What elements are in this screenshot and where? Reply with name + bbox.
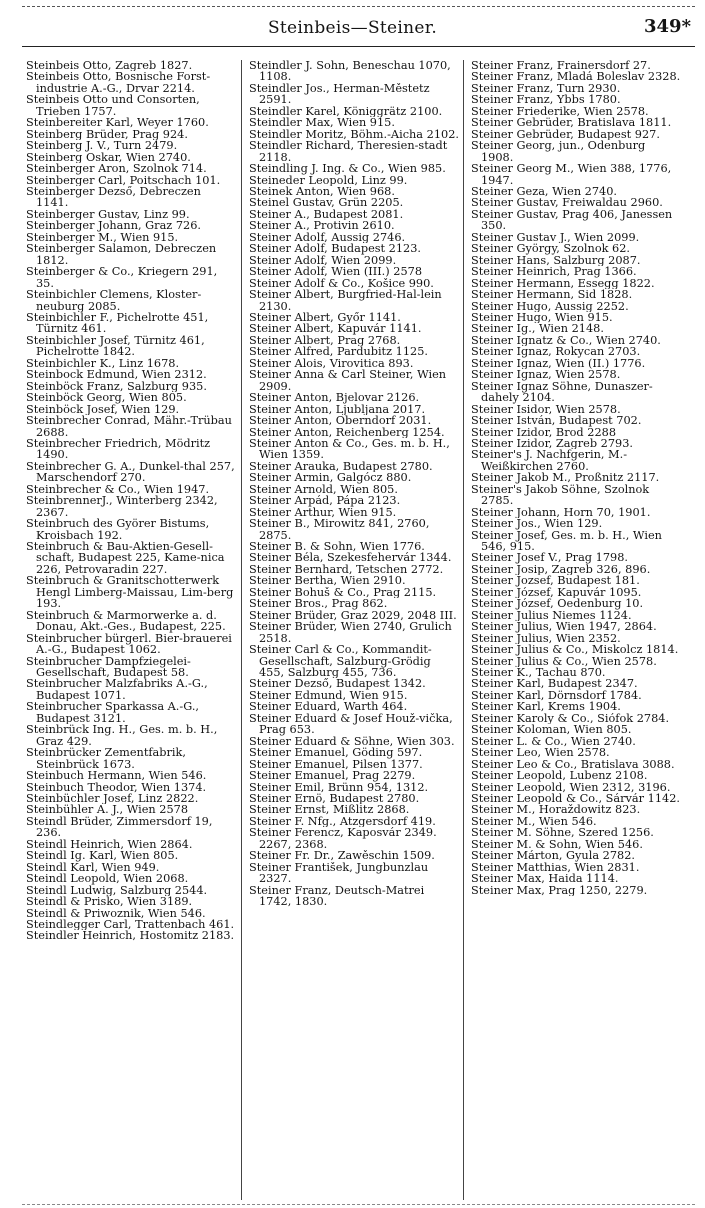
directory-entry: Steinberg Brüder, Prag 924. [26, 128, 188, 141]
directory-entry: Steiner M., Wien 546. [471, 815, 597, 828]
page-header [0, 0, 705, 50]
directory-entry: Steiner Jos., Wien 129. [471, 518, 603, 530]
directory-entry: Steinel Gustav, Grün 2205. [249, 197, 404, 209]
directory-entry: Steiner Béla, Szekesfehervár 1344. [249, 552, 452, 564]
directory-entry: Steinberg J. V., Turn 2479. [26, 140, 178, 152]
directory-entry: Steiner Karl, Dörnsdorf 1784. [471, 689, 642, 702]
directory-entry: Steinbereiter Karl, Weyer 1760. [26, 117, 209, 129]
directory-entry: Steinbruch & Granitschotterwerk Hengl Limberg-Maissau, Lim-berg 193. [26, 575, 234, 610]
directory-entry: Steiner Albert, Kapuvár 1141. [249, 323, 422, 335]
directory-entry: Steindl Karl, Wien 949. [26, 861, 160, 874]
directory-entry: Steinberger & Co., Kriegern 291, 35. [26, 266, 218, 290]
directory-entry: Steiner Josef V., Prag 1798. [471, 552, 628, 564]
directory-entry: Steinberger Salamon, Debreczen 1812. [26, 243, 217, 267]
directory-entry: Steinböck Georg, Wien 805. [26, 392, 187, 404]
directory-entry: Steindl Brüder, Zimmersdorf 19, 236. [26, 815, 213, 839]
directory-entry: Steinbichler Clemens, Kloster-neuburg 2085. [26, 289, 202, 312]
directory-entry: Steiner Franz, Mladá Boleslav 2328. [471, 71, 681, 83]
directory-entry: Steiner Izidor, Brod 2288 [471, 426, 617, 438]
directory-entry: Steiner Albert, Győr 1141. [249, 311, 401, 324]
directory-entry: Steinberger M., Wien 915. [26, 231, 179, 244]
directory-entry: Steiner Franz, Frainersdorf 27. [471, 60, 651, 72]
directory-entry: Steiner Adolf, Aussig 2746. [249, 231, 406, 244]
bottom-dashed-rule [22, 1204, 695, 1205]
directory-entry: Steiner Josip, Zagreb 326, 896. [471, 563, 651, 576]
directory-entry: Steinbeis Otto und Consorten, Trieben 1757. [26, 94, 200, 118]
directory-entry: Steiner F. Nfg., Atzgersdorf 419. [249, 815, 436, 828]
directory-entry: Steiner Karl, Budapest 2347. [471, 678, 638, 690]
directory-entry: Steiner Julius & Co., Wien 2578. [471, 655, 657, 668]
directory-entry: Steiner B., Mirowitz 841, 2760, 2875. [249, 518, 430, 542]
directory-entry: Steiner Bertha, Wien 2910. [249, 575, 406, 587]
directory-entry: Steinek Anton, Wien 968. [249, 185, 395, 198]
directory-column-3 [471, 60, 681, 896]
directory-entry: Steiner Koloman, Wien 805. [471, 724, 632, 736]
directory-entry: Steiner A., Protivin 2610. [249, 220, 395, 232]
directory-entry: Steiner Jakob M., Proßnitz 2117. [471, 472, 660, 484]
directory-entry: Steiner Hugo, Wien 915. [471, 311, 613, 324]
directory-entry: Steiner Emanuel, Göding 597. [249, 747, 423, 759]
directory-entry: Steiner Albert, Prag 2768. [249, 334, 401, 347]
directory-entry: Steiner Ignatz & Co., Wien 2740. [471, 334, 661, 347]
directory-entry: Steiner Johann, Horn 70, 1901. [471, 506, 651, 519]
directory-entry: Steiner Armin, Galgócz 880. [249, 472, 412, 484]
directory-entry: Steiner Friederike, Wien 2578. [471, 105, 649, 118]
header-rule [22, 46, 695, 47]
directory-entry: Steindl & Prisko, Wien 3189. [26, 896, 193, 908]
directory-entry: Steiner Ignaz, Wien (II.) 1776. [471, 357, 646, 370]
directory-entry: Steiner József, Kapuvár 1095. [471, 586, 642, 599]
directory-entry: Steiner A., Budapest 2081. [249, 208, 404, 221]
directory-entry: Steinbrucher Malzfabriks A.-G., Budapest 1071. [26, 678, 208, 702]
directory-entry: Steiner Heinrich, Prag 1366. [471, 266, 637, 278]
directory-column-2 [249, 60, 459, 908]
directory-entry: Steinbrucher Dampfziegelei-Gesellschaft, Budapest 58. [26, 655, 191, 679]
directory-entry: Steiner Emanuel, Prag 2279. [249, 770, 416, 782]
directory-entry: Steiner M. & Sohn, Wien 546. [471, 838, 643, 851]
directory-entry: Steiner Anna & Carl Steiner, Wien 2909. [249, 369, 447, 393]
directory-entry: Steinbruch & Marmorwerke a. d. Donau, Akt.-Ges., Budapest, 225. [26, 609, 226, 633]
directory-entry: Steinbichler F., Pichelrotte 451, Türnitz 461. [26, 311, 209, 335]
directory-entry: Steiner Albert, Burgfried-Hal-lein 2130. [249, 289, 442, 312]
directory-entry: Steiner Franz, Ybbs 1780. [471, 94, 621, 106]
directory-entry: Steinbrecher G. A., Dunkel-thal 257, Marschendorf 270. [26, 460, 235, 484]
directory-entry: Steindl Ig. Karl, Wien 805. [26, 850, 179, 862]
directory-entry: Steiner Izidor, Zagreb 2793. [471, 437, 633, 450]
directory-entry: Steiner Ignaz, Rokycan 2703. [471, 346, 641, 358]
directory-entry: Steiner Brüder, Graz 2029, 2048 III. [249, 609, 457, 622]
directory-entry: Steindler Richard, Theresien-stadt 2118. [249, 140, 448, 164]
directory-entry: Steiner Hermann, Šid 1828. [471, 289, 633, 301]
directory-entry: Steiner Márton, Gyula 2782. [471, 850, 635, 862]
directory-entry: Steiner Emanuel, Pilsen 1377. [249, 758, 423, 771]
directory-entry: Steiner Karl, Krems 1904. [471, 701, 621, 713]
directory-entry: Steiner Max, Haida 1114. [471, 873, 619, 885]
directory-entry: Steiner Gustav, Prag 406, Janessen 350. [471, 208, 673, 232]
directory-entry: Steindler Karel, Königgrätz 2100. [249, 105, 443, 118]
directory-entry: Steiner Ignaz, Wien 2578. [471, 369, 621, 381]
directory-entry: Steiner Edmund, Wien 915. [249, 689, 408, 702]
directory-entry: Steiner Adolf, Wien 2099. [249, 254, 397, 267]
directory-entry: Steiner Bros., Prag 862. [249, 598, 388, 610]
directory-entry: Steinberger Carl, Poitschach 101. [26, 174, 221, 186]
directory-entry: Steinbuch Hermann, Wien 546. [26, 770, 207, 782]
directory-entry: Steiner M., Horaždowitz 823. [471, 804, 641, 816]
directory-entry: Steiner Alfred, Pardubitz 1125. [249, 346, 428, 358]
directory-entry: Steiner Matthias, Wien 2831. [471, 861, 640, 874]
directory-entry: Steindler Moritz, Böhm.-Aicha 2102. [249, 128, 459, 141]
directory-entry: Steiner B. & Sohn, Wien 1776. [249, 541, 425, 553]
directory-entry: Steinberger Aron, Szolnok 714. [26, 163, 207, 175]
directory-entry: Steinbruch des Györer Bistums, Kroisbach 192. [26, 518, 210, 542]
directory-entry: Steinböck Josef, Wien 129. [26, 403, 180, 416]
directory-entry: Steinbrück Ing. H., Ges. m. b. H., Graz 429. [26, 724, 218, 748]
directory-entry: Steiner Hugo, Aussig 2252. [471, 300, 629, 312]
directory-entry: Steiner K., Tachau 870. [471, 667, 606, 679]
directory-entry: Steiner Anton & Co., Ges. m. b. H., Wien 1359. [249, 437, 450, 461]
directory-entry: Steiner Julius, Wien 2352. [471, 632, 621, 645]
directory-entry: Steiner Emil, Brünn 954, 1312. [249, 781, 429, 793]
directory-entry: Steiner Bernhard, Tetschen 2772. [249, 563, 444, 576]
directory-entry: Steiner Gustav J., Wien 2099. [471, 231, 640, 244]
directory-entry: Steiner Ernö, Budapest 2780. [249, 793, 420, 805]
directory-entry: Steindl Ludwig, Salzburg 2544. [26, 884, 208, 897]
directory-entry: Steiner L. & Co., Wien 2740. [471, 735, 636, 748]
directory-entry: Steindler Jos., Herman-Městetz 2591. [249, 82, 430, 106]
directory-entry: Steinbruch & Bau-Aktien-Gesell-schaft, Budapest 225, Kame-nica 226, Petrovaradin 227. [26, 541, 225, 576]
directory-entry: Steinböck Franz, Salzburg 935. [26, 380, 207, 393]
directory-entry: Steiner Julius & Co., Miskolcz 1814. [471, 644, 679, 656]
directory-entry: Steiner Gustav, Freiwaldau 2960. [471, 197, 663, 209]
directory-entry: Steiner György, Szolnok 62. [471, 243, 631, 255]
directory-entry: Steiner Brüder, Wien 2740, Grulich 2518. [249, 621, 452, 645]
column-divider [241, 60, 242, 1200]
directory-entry: Steinbeis Otto, Zagreb 1827. [26, 60, 193, 72]
directory-entry: Steindl & Priwoznik, Wien 546. [26, 907, 206, 919]
directory-entry: Steiner Georg, jun., Ödenburg 1908. [471, 140, 646, 164]
directory-entry: Steinbrucher bürgerl. Bier-brauerei A.-G., Budapest 1062. [26, 632, 232, 656]
directory-entry: Steiner Ignaz Söhne, Dunaszer-dahely 2104. [471, 380, 653, 404]
column-divider [463, 60, 464, 1200]
directory-entry: Steiner Max, Prag 1250, 2279. [471, 884, 648, 897]
top-dashed-rule [22, 6, 695, 7]
directory-entry: Steineder Leopold, Linz 99. [249, 174, 408, 186]
directory-entry: Steiner István, Budapest 702. [471, 415, 642, 427]
directory-entry: Steiner's J. Nachfgerin, M.-Weißkirchen 2760. [471, 449, 628, 473]
directory-entry: Steiner Franz, Turn 2930. [471, 82, 621, 95]
directory-entry: Steiner Ig., Wien 2148. [471, 323, 604, 335]
directory-entry: Steiner Georg M., Wien 388, 1776, 1947. [471, 163, 672, 186]
directory-entry: Steiner Gebrüder, Budapest 927. [471, 128, 660, 141]
directory-entry: Steiner Julius, Wien 1947, 2864. [471, 621, 657, 633]
directory-entry: Steiner Leo, Wien 2578. [471, 747, 610, 759]
directory-entry: Steindler Heinrich, Hostomitz 2183. [26, 930, 235, 942]
directory-entry: Steiner Gebrüder, Bratislava 1811. [471, 117, 672, 129]
directory-entry: Steinberger Johann, Graz 726. [26, 220, 202, 232]
directory-entry: Steiner Geza, Wien 2740. [471, 185, 618, 198]
directory-entry: Steiner Ferencz, Kaposvár 2349. 2267, 2368. [249, 827, 437, 851]
directory-entry: Steindl Leopold, Wien 2068. [26, 873, 189, 885]
directory-entry: Steinbrecher & Co., Wien 1947. [26, 483, 210, 496]
directory-entry: Steiner Anton, Reichenberg 1254. [249, 426, 445, 438]
directory-entry: Steiner Alois, Virovitica 893. [249, 357, 414, 370]
directory-entry: Steiner Adolf, Wien (III.) 2578 [249, 266, 423, 278]
directory-entry: Steinbeis Otto, Bosnische Forst-industrie A.-G., Drvar 2214. [26, 71, 211, 95]
directory-entry: Steiner Eduard & Josef Houž-vička, Prag 653. [249, 712, 453, 736]
directory-entry: Steiner Arnold, Wien 805. [249, 483, 398, 496]
directory-entry: Steiner František, Jungbunzlau 2327. [249, 861, 429, 885]
directory-entry: Steiner Carl & Co., Kommandit-Gesellschaft, Salzburg-Grödig 455, Salzburg 455, 736. [249, 644, 432, 679]
directory-entry: Steinbock Edmund, Wien 2312. [26, 369, 207, 381]
directory-entry: Steinberger Dezső, Debreczen 1141. [26, 185, 201, 209]
directory-entry: SteinbrennerJ., Winterberg 2342, 2367. [26, 495, 218, 519]
directory-entry: Steinberger Gustav, Linz 99. [26, 208, 190, 221]
directory-entry: Steindl Heinrich, Wien 2864. [26, 838, 193, 851]
directory-entry: Steiner Hermann, Essegg 1822. [471, 277, 655, 290]
directory-entry: Steiner Adolf, Budapest 2123. [249, 243, 422, 255]
directory-entry: Steiner Isidor, Wien 2578. [471, 403, 621, 416]
directory-entry: Steinbuch Theodor, Wien 1374. [26, 781, 207, 793]
directory-entry: Steindling J. Ing. & Co., Wien 985. [249, 163, 446, 175]
directory-entry: Steiner Arthur, Wien 915. [249, 506, 397, 519]
directory-entry: Steindler Max, Wien 915. [249, 117, 395, 129]
directory-entry: Steiner Karoly & Co., Siófok 2784. [471, 712, 670, 725]
directory-entry: Steiner József, Oedenburg 10. [471, 598, 644, 610]
directory-entry: Steiner Fr. Dr., Zawěschin 1509. [249, 850, 435, 862]
directory-entry: Steinberg Oskar, Wien 2740. [26, 151, 191, 164]
directory-entry: Steiner Adolf & Co., Košice 990. [249, 277, 434, 290]
directory-entry: Steinbüchler Josef, Linz 2822. [26, 793, 199, 805]
directory-entry: Steiner Eduard & Söhne, Wien 303. [249, 735, 455, 748]
directory-entry: Steiner Anton, Bjelovar 2126. [249, 392, 420, 404]
directory-entry: Steiner Franz, Deutsch-Matrei 1742, 1830. [249, 884, 425, 908]
directory-entry: Steinbrucher Sparkassa A.-G., Budapest 3121. [26, 701, 200, 725]
directory-entry: Steinbichler K., Linz 1678. [26, 357, 180, 370]
directory-entry: Steiner Leopold & Co., Sárvár 1142. [471, 793, 680, 805]
directory-entry: Steiner Leo & Co., Bratislava 3088. [471, 758, 675, 771]
running-title: Steinbeis—Steiner. [267, 18, 438, 38]
directory-entry: Steiner Anton, Oberndorf 2031. [249, 415, 432, 427]
directory-entry: Steiner Ernst, Mißlitz 2868. [249, 804, 410, 816]
directory-column-1 [26, 60, 236, 942]
directory-entry: Steiner Dezső, Budapest 1342. [249, 678, 426, 690]
directory-entry: Steiner Bohuš & Co., Prag 2115. [249, 586, 437, 599]
directory-entry: Steinbrecher Conrad, Mähr.-Trübau 2688. [26, 415, 232, 438]
directory-entry: Steinbichler Josef, Türnitz 461, Pichelrotte 1842. [26, 334, 205, 358]
page-number: 349* [644, 16, 691, 37]
directory-entry: Steinbrecher Friedrich, Mödritz 1490. [26, 437, 211, 461]
directory-entry: Steiner Hans, Salzburg 2087. [471, 254, 641, 267]
directory-entry: Steiner Leopold, Lubenz 2108. [471, 770, 648, 782]
directory-entry: Steiner Eduard, Warth 464. [249, 701, 408, 713]
directory-entry: Steindler J. Sohn, Beneschau 1070, 1108. [249, 60, 451, 83]
directory-entry: Steiner Julius Niemes 1124. [471, 609, 632, 622]
directory-entry: Steinbühler A. J., Wien 2578 [26, 804, 189, 816]
directory-entry: Steiner Anton, Ljubljana 2017. [249, 403, 426, 416]
directory-entry: Steindlegger Carl, Trattenbach 461. [26, 918, 235, 931]
directory-entry: Steiner M. Söhne, Szered 1256. [471, 827, 654, 839]
directory-entry: Steinbrücker Zementfabrik, Steinbrück 1673. [26, 747, 186, 771]
directory-entry: Steiner's Jakob Söhne, Szolnok 2785. [471, 483, 650, 507]
directory-entry: Steiner Jozsef, Budapest 181. [471, 575, 640, 587]
directory-entry: Steiner Arauka, Budapest 2780. [249, 460, 433, 473]
directory-entry: Steiner Árpád, Pápa 2123. [249, 495, 401, 507]
directory-entry: Steiner Leopold, Wien 2312, 3196. [471, 781, 671, 793]
directory-entry: Steiner Josef, Ges. m. b. H., Wien 546, 915. [471, 529, 662, 553]
